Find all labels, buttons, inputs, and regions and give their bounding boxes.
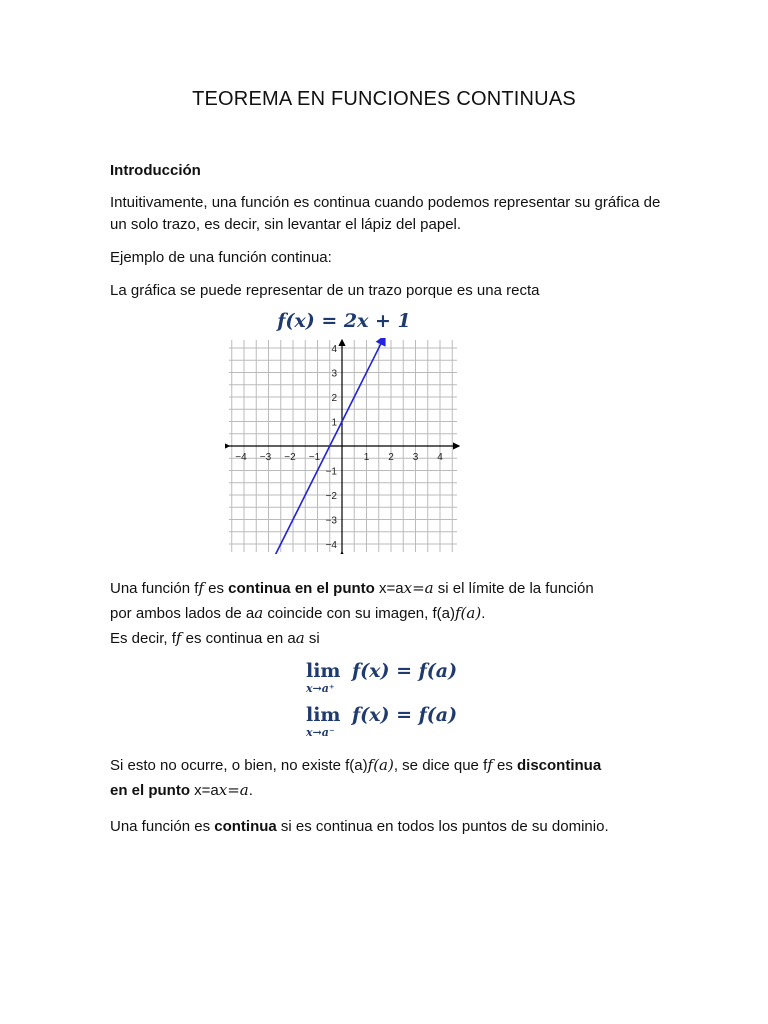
disc-text: .	[248, 782, 253, 799]
a-italic: a	[254, 604, 264, 622]
def-text: x=a	[374, 580, 404, 597]
y-tick-label: 3	[331, 368, 337, 380]
y-tick-label: −1	[325, 466, 337, 478]
limit-subscript-plus: x→a⁺	[306, 682, 335, 695]
f-plain: f	[483, 757, 488, 774]
disc-text: , se dice que	[393, 757, 484, 774]
def-text: .	[481, 605, 486, 622]
x-tick-label: −1	[308, 452, 321, 463]
def-text: es	[203, 580, 229, 597]
x-equals-a-italic: x=a	[218, 781, 249, 799]
example-label: Ejemplo de una función continua:	[110, 249, 332, 266]
def-text: si	[304, 630, 320, 647]
x-tick-label: −3	[259, 452, 272, 463]
x-tick-label: −4	[235, 452, 247, 463]
intro-paragraph: Intuitivamente, una función es continua cuando podemos representar su gráfica de un solo trazo, es decir, sin levantar el lápiz del papel.	[110, 194, 661, 233]
a-plain: a	[245, 605, 255, 622]
right-limit	[306, 660, 458, 695]
final-text: Una función es	[110, 818, 215, 835]
fa-italic: f(a)	[367, 756, 394, 774]
f-italic: f	[175, 629, 182, 647]
fa-italic: f(a)	[454, 604, 482, 622]
y-tick-label: −2	[325, 491, 337, 502]
y-tick-label: 4	[331, 344, 337, 355]
x-equals-a-italic: x=a	[403, 579, 434, 597]
fa-plain: f(a)	[345, 757, 368, 774]
intro-heading: Introducción	[110, 162, 201, 179]
y-tick-label: −4	[325, 540, 337, 551]
x-tick-label: 3	[412, 452, 419, 463]
def-text: por ambos lados de	[110, 605, 246, 622]
disc-text: es	[492, 757, 517, 774]
f-italic: f	[198, 579, 204, 597]
disc-text: x=a	[190, 782, 219, 799]
function-formula: f(x) = 2x + 1	[277, 310, 411, 332]
y-tick-label: −3	[325, 515, 337, 527]
lim-operator: lim	[306, 704, 341, 726]
definition-paragraph	[110, 576, 670, 651]
final-paragraph	[110, 816, 670, 838]
final-bold: continua	[214, 818, 277, 835]
lim-operator: lim	[306, 660, 341, 682]
x-tick-label: 2	[388, 452, 394, 463]
x-tick-label: 4	[437, 452, 443, 463]
disc-bold: discontinua	[517, 757, 602, 774]
graph-note: La gráfica se puede representar de un trazo porque es una recta	[110, 282, 540, 299]
f-plain: f	[194, 580, 199, 597]
limit-expression: f(x) = f(a)	[352, 704, 458, 726]
x-tick-label: 1	[363, 452, 370, 463]
function-graph	[225, 338, 461, 554]
y-tick-label: 1	[331, 417, 337, 429]
limit-subscript-minus: x→a⁻	[306, 726, 335, 739]
fa-plain: f(a)	[432, 605, 455, 622]
def-text: coincide con su imagen,	[263, 605, 433, 622]
f-italic: f	[487, 756, 493, 774]
a-plain: a	[287, 630, 296, 647]
def-text: Es decir,	[110, 630, 172, 647]
discontinuity-paragraph	[110, 753, 670, 803]
def-text: Una función	[110, 580, 195, 597]
final-text: si es continua en todos los puntos de su dominio.	[276, 818, 609, 835]
a-italic: a	[295, 629, 305, 647]
f-plain: f	[171, 630, 176, 647]
x-tick-label: −2	[284, 452, 296, 463]
y-tick-label: 2	[331, 393, 337, 404]
disc-text: Si esto no ocurre, o bien, no existe	[110, 757, 346, 774]
left-limit	[306, 704, 458, 739]
page-title: TEOREMA EN FUNCIONES CONTINUAS	[192, 88, 576, 110]
def-text: es continua en	[181, 630, 288, 647]
limit-expression: f(x) = f(a)	[352, 660, 458, 682]
disc-bold: en el punto	[110, 782, 190, 799]
def-text: si el límite de la función	[433, 580, 594, 597]
def-bold: continua en el punto	[228, 580, 375, 597]
